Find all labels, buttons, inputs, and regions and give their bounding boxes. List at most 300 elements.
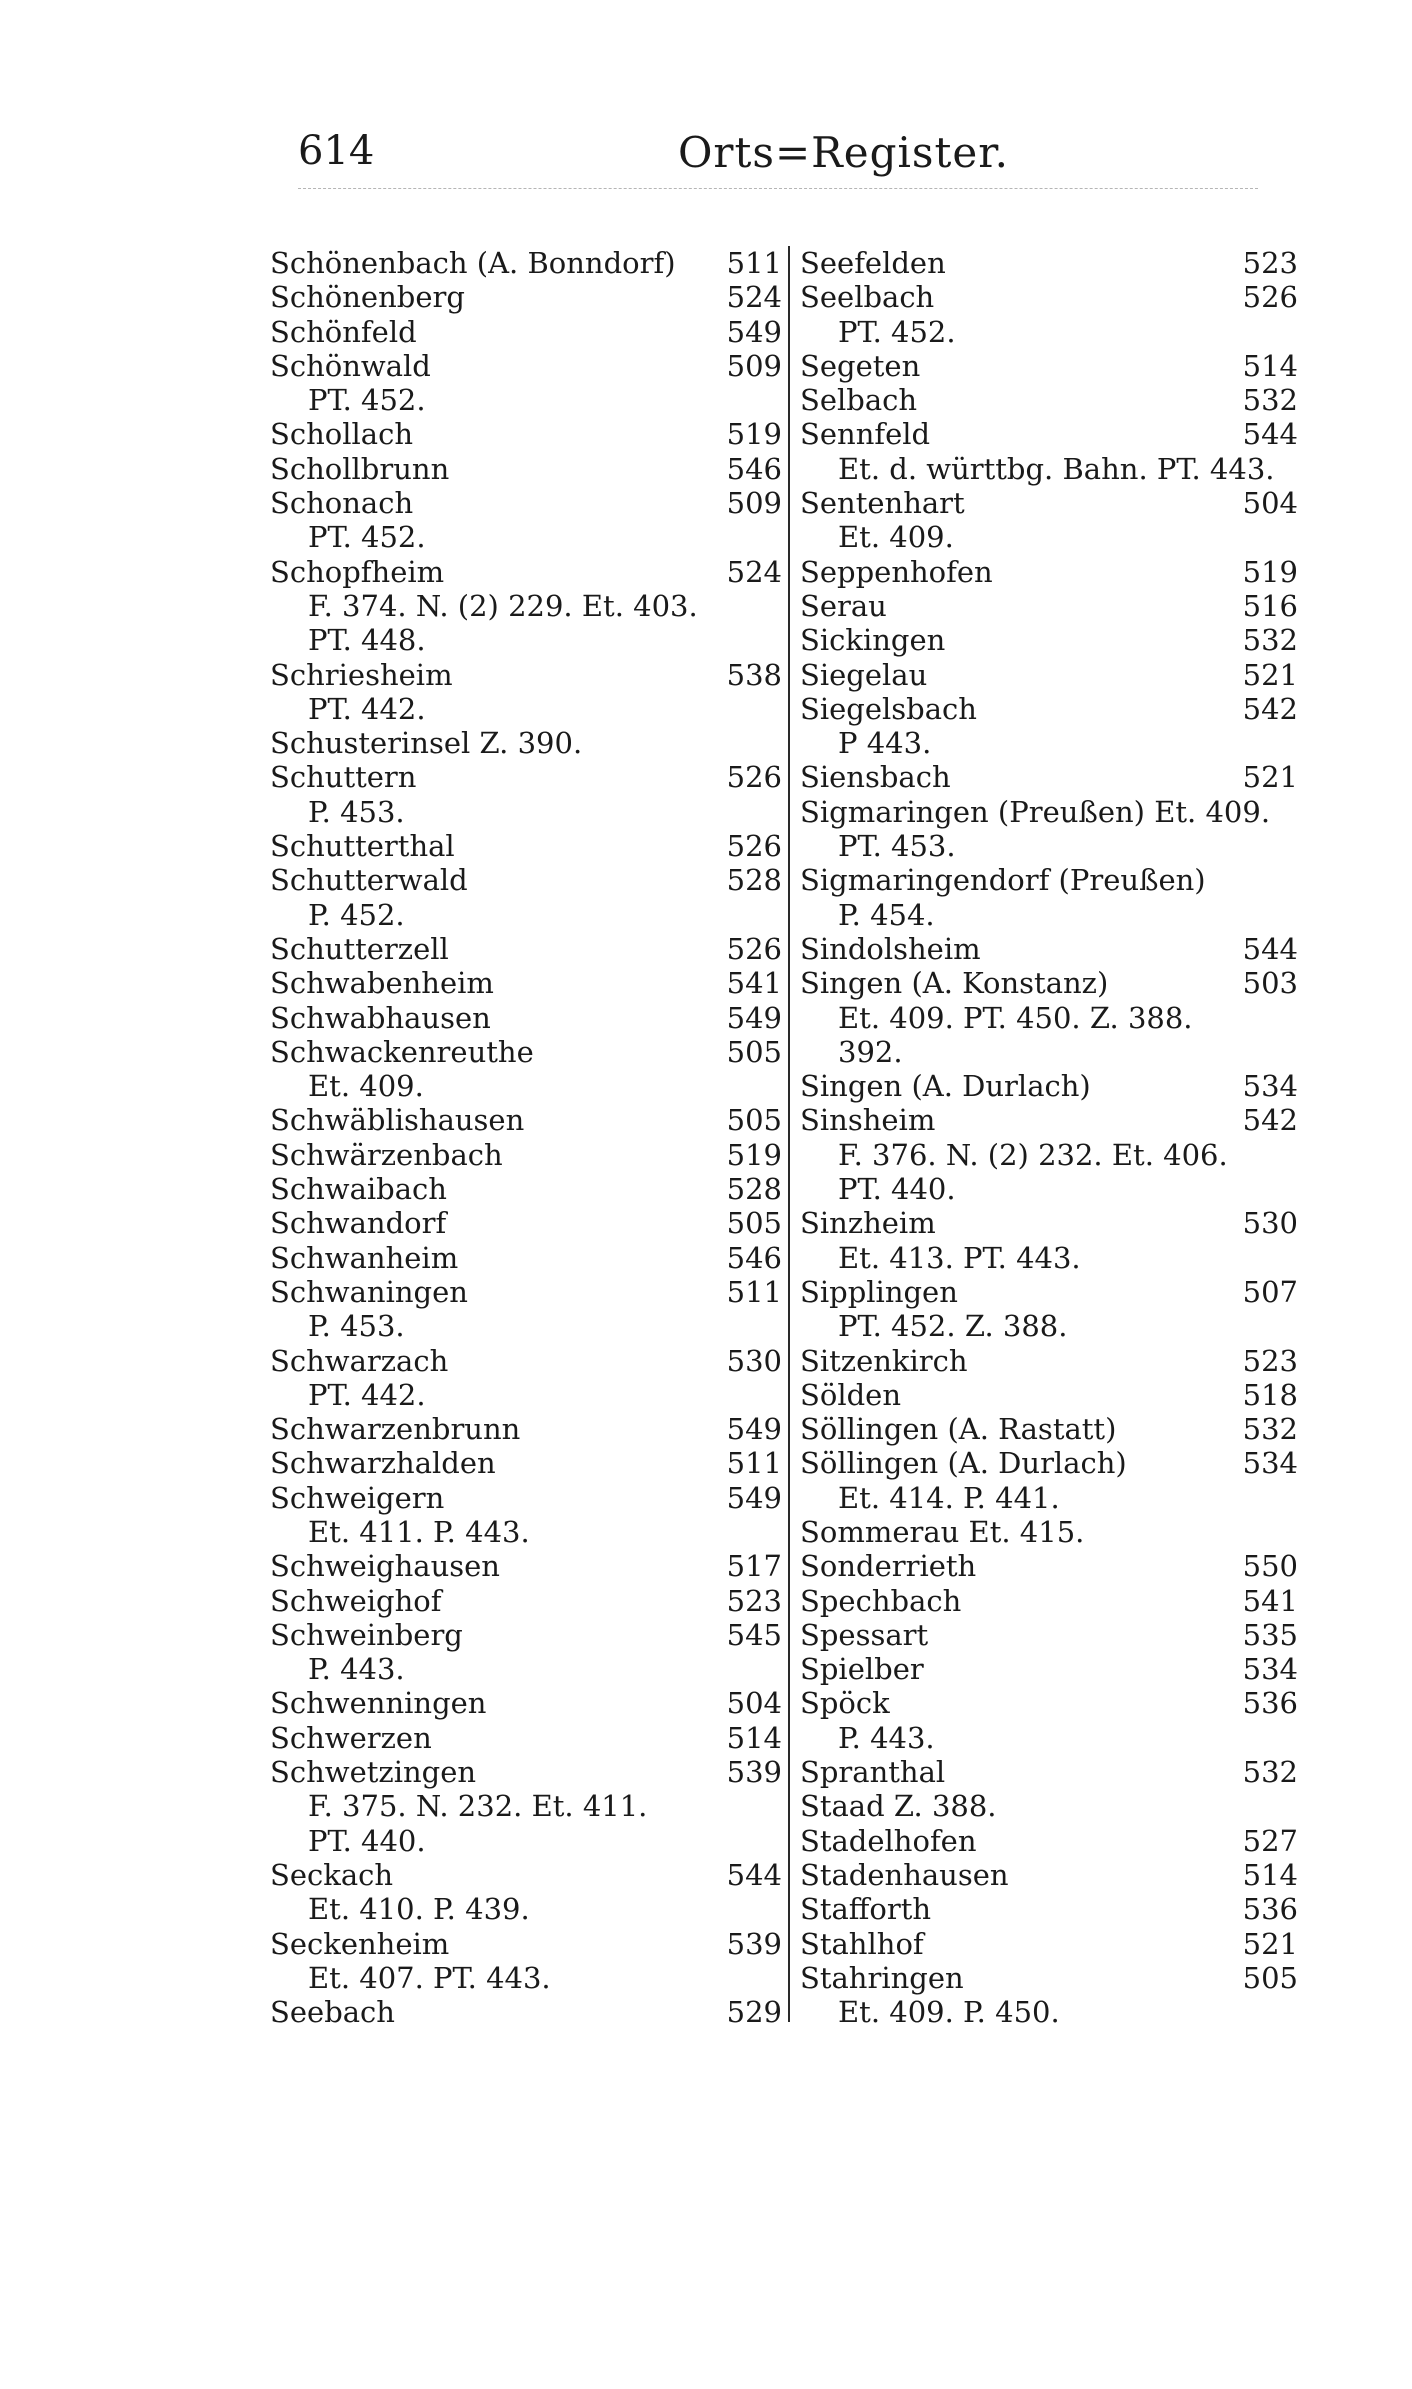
entry-line bbox=[270, 1446, 782, 1480]
entry-detail-line bbox=[800, 1309, 1298, 1343]
page-reference: 536 bbox=[1242, 1686, 1298, 1721]
entry-line bbox=[270, 452, 782, 486]
page-reference: 511 bbox=[726, 1274, 782, 1309]
place-name: Sipplingen bbox=[800, 1274, 958, 1309]
index-entry bbox=[270, 1618, 782, 1687]
page-reference: 521 bbox=[1242, 1926, 1298, 1961]
index-entry bbox=[800, 795, 1298, 864]
page-reference: 544 bbox=[726, 1857, 782, 1892]
page-reference: 542 bbox=[1242, 691, 1298, 726]
place-name: Sigmaringen (Preußen) Et. 409. bbox=[800, 794, 1271, 829]
page-reference: 519 bbox=[726, 1137, 782, 1172]
index-entry bbox=[270, 280, 782, 314]
page-reference: 526 bbox=[726, 931, 782, 966]
entry-line bbox=[800, 1858, 1298, 1892]
page-reference: 544 bbox=[1242, 931, 1298, 966]
place-name: Siegelsbach bbox=[800, 691, 977, 726]
entry-line bbox=[270, 1275, 782, 1309]
entry-line bbox=[270, 246, 782, 280]
index-entry bbox=[270, 760, 782, 829]
page-reference: 514 bbox=[726, 1720, 782, 1755]
place-name: Spranthal bbox=[800, 1755, 946, 1790]
page-reference: 505 bbox=[1242, 1960, 1298, 1995]
page-reference: 528 bbox=[726, 863, 782, 898]
index-entry bbox=[270, 1721, 782, 1755]
place-name: Schutterzell bbox=[270, 931, 449, 966]
place-name: Schweighof bbox=[270, 1583, 442, 1618]
entry-line bbox=[270, 1481, 782, 1515]
place-name: Sonderrieth bbox=[800, 1549, 977, 1584]
entry-line bbox=[270, 1618, 782, 1652]
page-reference: 544 bbox=[1242, 417, 1298, 452]
entry-line bbox=[270, 1206, 782, 1240]
place-name: Seppenhofen bbox=[800, 554, 993, 589]
index-entry bbox=[270, 452, 782, 486]
entry-line bbox=[800, 1412, 1298, 1446]
entry-detail-line bbox=[800, 452, 1298, 486]
entry-detail: P. 453. bbox=[308, 1309, 405, 1344]
entry-line bbox=[800, 1755, 1298, 1789]
page-reference: 504 bbox=[726, 1686, 782, 1721]
page-reference: 516 bbox=[1242, 588, 1298, 623]
entry-detail-line bbox=[270, 383, 782, 417]
index-entry bbox=[800, 623, 1298, 657]
place-name: Sigmaringendorf (Preußen) bbox=[800, 863, 1206, 898]
entry-line bbox=[270, 417, 782, 451]
index-entry bbox=[270, 863, 782, 932]
page-reference: 505 bbox=[726, 1103, 782, 1138]
entry-line bbox=[800, 1103, 1298, 1137]
index-entry bbox=[800, 1858, 1298, 1892]
page-reference: 541 bbox=[1242, 1583, 1298, 1618]
entry-line bbox=[800, 280, 1298, 314]
entry-detail: F. 374. N. (2) 229. Et. 403. bbox=[308, 588, 698, 623]
entry-line bbox=[270, 658, 782, 692]
place-name: Siegelau bbox=[800, 657, 928, 692]
index-entry bbox=[270, 1275, 782, 1344]
page-reference: 526 bbox=[726, 829, 782, 864]
index-entry bbox=[270, 246, 782, 280]
entry-line bbox=[800, 1789, 1298, 1823]
place-name: Schwärzenbach bbox=[270, 1137, 503, 1172]
page-reference: 546 bbox=[726, 1240, 782, 1275]
index-entry bbox=[270, 1446, 782, 1480]
page-header bbox=[298, 128, 1010, 188]
place-name: Schwanheim bbox=[270, 1240, 459, 1275]
entry-detail-line bbox=[270, 1069, 782, 1103]
index-column-left bbox=[270, 246, 782, 2029]
page-reference: 534 bbox=[1242, 1069, 1298, 1104]
place-name: Schopfheim bbox=[270, 554, 445, 589]
page-reference: 546 bbox=[726, 451, 782, 486]
entry-detail: P. 454. bbox=[838, 897, 935, 932]
entry-detail: P 443. bbox=[838, 726, 932, 761]
entry-line bbox=[800, 1344, 1298, 1378]
entry-detail: P. 453. bbox=[308, 794, 405, 829]
page-reference: 527 bbox=[1242, 1823, 1298, 1858]
column-divider bbox=[788, 246, 790, 2022]
place-name: Spöck bbox=[800, 1686, 890, 1721]
index-entry bbox=[270, 555, 782, 658]
index-entry bbox=[800, 658, 1298, 692]
index-entry bbox=[270, 315, 782, 349]
page-reference: 511 bbox=[726, 246, 782, 280]
page-reference: 519 bbox=[1242, 554, 1298, 589]
index-entry bbox=[800, 417, 1298, 486]
entry-line bbox=[270, 1721, 782, 1755]
entry-detail-line bbox=[270, 589, 782, 623]
entry-line bbox=[800, 1069, 1298, 1103]
entry-detail-line bbox=[270, 1789, 782, 1823]
entry-detail: Et. 411. P. 443. bbox=[308, 1514, 530, 1549]
place-name: Schweighausen bbox=[270, 1549, 500, 1584]
entry-line bbox=[800, 1275, 1298, 1309]
place-name: Schuttern bbox=[270, 760, 417, 795]
entry-detail-line bbox=[800, 1241, 1298, 1275]
place-name: Schriesheim bbox=[270, 657, 453, 692]
entry-detail: PT. 442. bbox=[308, 691, 426, 726]
entry-line bbox=[270, 1858, 782, 1892]
entry-line bbox=[800, 589, 1298, 623]
index-entry bbox=[270, 486, 782, 555]
index-entry bbox=[270, 1995, 782, 2029]
page-reference: 550 bbox=[1242, 1549, 1298, 1584]
entry-detail: Et. 410. P. 439. bbox=[308, 1892, 530, 1927]
index-entry bbox=[800, 692, 1298, 761]
entry-detail: Et. 409. bbox=[838, 520, 954, 555]
place-name: Singen (A. Durlach) bbox=[800, 1069, 1091, 1104]
entry-detail-line bbox=[800, 1172, 1298, 1206]
place-name: Schwabhausen bbox=[270, 1000, 491, 1035]
running-title: Orts=Register. bbox=[678, 128, 1010, 177]
index-entry bbox=[270, 349, 782, 418]
place-name: Siensbach bbox=[800, 760, 951, 795]
entry-line bbox=[270, 829, 782, 863]
page-reference: 505 bbox=[726, 1034, 782, 1069]
place-name: Singen (A. Konstanz) bbox=[800, 966, 1109, 1001]
place-name: Schweinberg bbox=[270, 1617, 463, 1652]
index-entry bbox=[800, 486, 1298, 555]
page-reference: 526 bbox=[726, 760, 782, 795]
place-name: Serau bbox=[800, 588, 887, 623]
page-reference: 535 bbox=[1242, 1617, 1298, 1652]
index-entry bbox=[270, 1035, 782, 1104]
place-name: Sennfeld bbox=[800, 417, 931, 452]
entry-line bbox=[800, 932, 1298, 966]
index-entry bbox=[800, 1755, 1298, 1789]
entry-line bbox=[800, 417, 1298, 451]
page-reference: 523 bbox=[726, 1583, 782, 1618]
place-name: Schweigern bbox=[270, 1480, 445, 1515]
entry-detail-line bbox=[270, 1824, 782, 1858]
entry-detail-line bbox=[270, 1892, 782, 1926]
index-entry bbox=[800, 966, 1298, 1069]
index-entry bbox=[800, 1344, 1298, 1378]
entry-line bbox=[270, 932, 782, 966]
place-name: Schusterinsel Z. 390. bbox=[270, 726, 583, 761]
place-name: Stahlhof bbox=[800, 1926, 924, 1961]
index-column-right bbox=[800, 246, 1298, 2029]
entry-line bbox=[270, 760, 782, 794]
index-entry bbox=[800, 932, 1298, 966]
page-reference: 521 bbox=[1242, 760, 1298, 795]
place-name: Sentenhart bbox=[800, 486, 965, 521]
page-reference: 523 bbox=[1242, 246, 1298, 280]
page-reference: 514 bbox=[1242, 1857, 1298, 1892]
index-entry bbox=[270, 726, 782, 760]
entry-line bbox=[270, 1001, 782, 1035]
page-reference: 542 bbox=[1242, 1103, 1298, 1138]
entry-line bbox=[270, 1138, 782, 1172]
index-entry bbox=[270, 1584, 782, 1618]
place-name: Schutterthal bbox=[270, 829, 455, 864]
place-name: Selbach bbox=[800, 383, 918, 418]
entry-detail-line bbox=[270, 1515, 782, 1549]
place-name: Schutterwald bbox=[270, 863, 468, 898]
place-name: Spielber bbox=[800, 1652, 924, 1687]
place-name: Staad Z. 388. bbox=[800, 1789, 997, 1824]
place-name: Schwabenheim bbox=[270, 966, 494, 1001]
place-name: Sindolsheim bbox=[800, 931, 981, 966]
entry-line bbox=[800, 1961, 1298, 1995]
entry-line bbox=[800, 760, 1298, 794]
index-entry bbox=[800, 246, 1298, 280]
index-entry bbox=[800, 280, 1298, 349]
entry-detail: Et. d. württbg. Bahn. PT. 443. bbox=[838, 451, 1275, 486]
page-reference: 549 bbox=[726, 1480, 782, 1515]
place-name: Spechbach bbox=[800, 1583, 962, 1618]
entry-line bbox=[800, 486, 1298, 520]
index-entry bbox=[800, 760, 1298, 794]
page-reference: 524 bbox=[726, 554, 782, 589]
page-reference: 526 bbox=[1242, 280, 1298, 315]
place-name: Schwarzenbrunn bbox=[270, 1412, 521, 1447]
page-reference: 539 bbox=[726, 1926, 782, 1961]
entry-line bbox=[800, 1927, 1298, 1961]
entry-detail-line bbox=[800, 726, 1298, 760]
entry-detail: Et. 409. PT. 450. Z. 388. bbox=[838, 1000, 1193, 1035]
entry-detail-line bbox=[800, 1001, 1298, 1035]
index-entry bbox=[270, 1344, 782, 1413]
page-reference: 529 bbox=[726, 1995, 782, 2030]
entry-line bbox=[800, 1206, 1298, 1240]
page-reference: 521 bbox=[1242, 657, 1298, 692]
page-reference: 534 bbox=[1242, 1652, 1298, 1687]
entry-line bbox=[270, 1035, 782, 1069]
entry-detail-line bbox=[800, 1481, 1298, 1515]
place-name: Söllingen (A. Durlach) bbox=[800, 1446, 1127, 1481]
index-entry bbox=[270, 1481, 782, 1550]
entry-detail: PT. 442. bbox=[308, 1377, 426, 1412]
entry-line bbox=[270, 1172, 782, 1206]
entry-line bbox=[270, 1927, 782, 1961]
header-rule bbox=[298, 188, 1258, 189]
entry-line bbox=[800, 863, 1298, 897]
index-entry bbox=[800, 1618, 1298, 1652]
entry-line bbox=[800, 658, 1298, 692]
entry-line bbox=[270, 966, 782, 1000]
index-entry bbox=[800, 1515, 1298, 1549]
place-name: Schwerzen bbox=[270, 1720, 432, 1755]
place-name: Schwarzach bbox=[270, 1343, 449, 1378]
entry-line bbox=[800, 1549, 1298, 1583]
entry-detail: F. 375. N. 232. Et. 411. bbox=[308, 1789, 648, 1824]
place-name: Schonach bbox=[270, 486, 414, 521]
page-reference: 538 bbox=[726, 657, 782, 692]
entry-detail: PT. 452. Z. 388. bbox=[838, 1309, 1068, 1344]
index-entry bbox=[270, 1001, 782, 1035]
index-entry bbox=[270, 1206, 782, 1240]
index-entry bbox=[800, 383, 1298, 417]
index-entry bbox=[800, 1549, 1298, 1583]
entry-detail: P. 443. bbox=[838, 1720, 935, 1755]
index-entry bbox=[270, 1172, 782, 1206]
entry-detail-line bbox=[800, 520, 1298, 554]
page-reference: 518 bbox=[1242, 1377, 1298, 1412]
page-reference: 514 bbox=[1242, 348, 1298, 383]
page-reference: 532 bbox=[1242, 1755, 1298, 1790]
entry-line bbox=[800, 623, 1298, 657]
entry-line bbox=[800, 349, 1298, 383]
place-name: Schwenningen bbox=[270, 1686, 487, 1721]
page-reference: 532 bbox=[1242, 1412, 1298, 1447]
entry-detail: F. 376. N. (2) 232. Et. 406. bbox=[838, 1137, 1228, 1172]
page-reference: 530 bbox=[1242, 1206, 1298, 1241]
entry-line bbox=[800, 1686, 1298, 1720]
entry-line bbox=[270, 1241, 782, 1275]
entry-line bbox=[270, 1755, 782, 1789]
page-reference: 505 bbox=[726, 1206, 782, 1241]
entry-detail-line bbox=[270, 1309, 782, 1343]
entry-detail: Et. 409. bbox=[308, 1069, 424, 1104]
page-reference: 549 bbox=[726, 1000, 782, 1035]
place-name: Schwetzingen bbox=[270, 1755, 477, 1790]
place-name: Schwackenreuthe bbox=[270, 1034, 534, 1069]
place-name: Schwaibach bbox=[270, 1172, 447, 1207]
entry-line bbox=[270, 1995, 782, 2029]
place-name: Schönenbach (A. Bonndorf) bbox=[270, 246, 676, 280]
index-entry bbox=[800, 1789, 1298, 1823]
place-name: Seckach bbox=[270, 1857, 394, 1892]
page-reference: 532 bbox=[1242, 383, 1298, 418]
page-reference: 504 bbox=[1242, 486, 1298, 521]
place-name: Stahringen bbox=[800, 1960, 964, 1995]
index-entry bbox=[270, 1549, 782, 1583]
entry-detail-line bbox=[270, 1652, 782, 1686]
entry-detail-line bbox=[270, 692, 782, 726]
page-reference: 507 bbox=[1242, 1274, 1298, 1309]
entry-line bbox=[270, 1103, 782, 1137]
place-name: Schwäblishausen bbox=[270, 1103, 525, 1138]
index-entry bbox=[800, 1446, 1298, 1515]
place-name: Schönwald bbox=[270, 348, 431, 383]
entry-line bbox=[270, 315, 782, 349]
place-name: Sinsheim bbox=[800, 1103, 936, 1138]
entry-line bbox=[270, 1344, 782, 1378]
entry-line bbox=[800, 795, 1298, 829]
page-reference: 509 bbox=[726, 486, 782, 521]
index-entry bbox=[800, 1206, 1298, 1275]
entry-detail: 392. bbox=[838, 1034, 903, 1069]
index-entry bbox=[800, 1069, 1298, 1103]
entry-detail: PT. 440. bbox=[308, 1823, 426, 1858]
index-entry bbox=[800, 555, 1298, 589]
entry-detail-line bbox=[800, 1721, 1298, 1755]
entry-line bbox=[270, 1584, 782, 1618]
page-reference: 519 bbox=[726, 417, 782, 452]
index-entry bbox=[800, 1686, 1298, 1755]
page-reference: 545 bbox=[726, 1617, 782, 1652]
page-reference: 517 bbox=[726, 1549, 782, 1584]
entry-detail: PT. 452. bbox=[308, 383, 426, 418]
index-entry bbox=[270, 658, 782, 727]
place-name: Schwaningen bbox=[270, 1274, 468, 1309]
entry-detail-line bbox=[800, 1995, 1298, 2029]
index-entry bbox=[270, 1686, 782, 1720]
page-reference: 530 bbox=[726, 1343, 782, 1378]
index-entry bbox=[800, 1927, 1298, 1961]
entry-detail: P. 452. bbox=[308, 897, 405, 932]
entry-line bbox=[800, 1446, 1298, 1480]
index-entry bbox=[800, 1412, 1298, 1446]
page-reference: 528 bbox=[726, 1172, 782, 1207]
entry-line bbox=[800, 966, 1298, 1000]
index-entry bbox=[270, 417, 782, 451]
place-name: Stadenhausen bbox=[800, 1857, 1009, 1892]
entry-detail: PT. 452. bbox=[838, 314, 956, 349]
place-name: Seelbach bbox=[800, 280, 935, 315]
entry-line bbox=[270, 1686, 782, 1720]
place-name: Seefelden bbox=[800, 246, 946, 280]
entry-detail-line bbox=[270, 520, 782, 554]
place-name: Stadelhofen bbox=[800, 1823, 977, 1858]
page-reference: 549 bbox=[726, 1412, 782, 1447]
place-name: Söllingen (A. Rastatt) bbox=[800, 1412, 1117, 1447]
page-reference: 509 bbox=[726, 348, 782, 383]
index-entry bbox=[800, 1103, 1298, 1206]
entry-line bbox=[800, 246, 1298, 280]
index-entry bbox=[800, 349, 1298, 383]
entry-line bbox=[270, 486, 782, 520]
entry-line bbox=[800, 1378, 1298, 1412]
entry-line bbox=[270, 1549, 782, 1583]
entry-line bbox=[270, 1412, 782, 1446]
entry-detail-line bbox=[270, 795, 782, 829]
page-reference: 511 bbox=[726, 1446, 782, 1481]
place-name: Sinzheim bbox=[800, 1206, 936, 1241]
place-name: Spessart bbox=[800, 1617, 929, 1652]
index-entry bbox=[270, 932, 782, 966]
entry-detail-line bbox=[800, 1138, 1298, 1172]
entry-line bbox=[800, 383, 1298, 417]
entry-detail: Et. 409. P. 450. bbox=[838, 1995, 1060, 2030]
entry-detail: PT. 448. bbox=[308, 623, 426, 658]
index-entry bbox=[270, 966, 782, 1000]
index-entry bbox=[270, 1927, 782, 1996]
place-name: Seckenheim bbox=[270, 1926, 450, 1961]
entry-line bbox=[800, 1618, 1298, 1652]
index-entry bbox=[800, 589, 1298, 623]
entry-detail: Et. 407. PT. 443. bbox=[308, 1960, 551, 1995]
page-reference: 523 bbox=[1242, 1343, 1298, 1378]
index-entry bbox=[800, 1378, 1298, 1412]
place-name: Sommerau Et. 415. bbox=[800, 1514, 1085, 1549]
place-name: Sölden bbox=[800, 1377, 902, 1412]
index-entry bbox=[800, 1652, 1298, 1686]
page-reference: 536 bbox=[1242, 1892, 1298, 1927]
entry-detail-line bbox=[800, 1035, 1298, 1069]
place-name: Segeten bbox=[800, 348, 921, 383]
